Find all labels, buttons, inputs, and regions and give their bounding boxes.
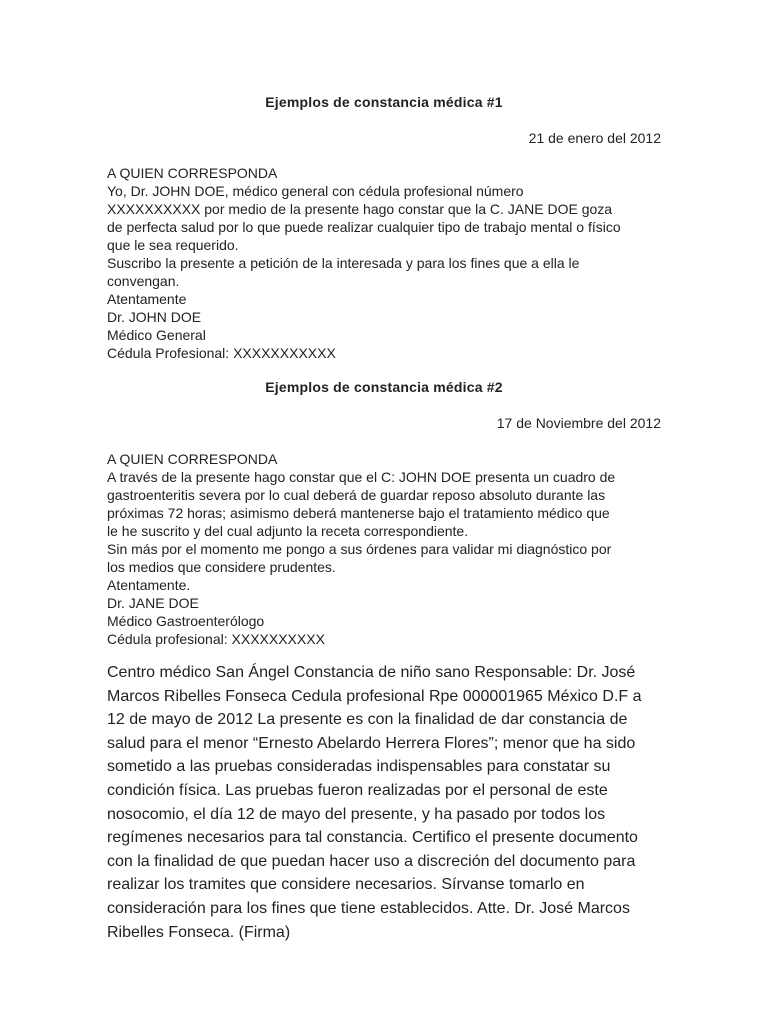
- letter1-line: XXXXXXXXXX por medio de la presente hago constar que la C. JANE DOE goza: [107, 201, 613, 217]
- letter3-line: sometido a las pruebas consideradas indispensables para constatar su: [107, 758, 611, 776]
- letter2-title: Ejemplos de constancia médica #2: [265, 379, 503, 395]
- letter3-line: condición física. Las pruebas fueron realizadas por el personal de este: [107, 781, 608, 799]
- letter1-date: 21 de enero del 2012: [528, 130, 661, 146]
- letter3-line: Centro médico San Ángel Constancia de niño sano Responsable: Dr. José: [107, 664, 636, 681]
- letter1-closing: Atentamente: [107, 291, 187, 307]
- letter2-license: Cédula profesional: XXXXXXXXXX: [107, 631, 325, 647]
- letter1-line: de perfecta salud por lo que puede realizar cualquier tipo de trabajo mental o físico: [107, 219, 621, 235]
- letter2-date: 17 de Noviembre del 2012: [496, 415, 661, 431]
- letter1-license: Cédula Profesional: XXXXXXXXXXX: [107, 345, 336, 361]
- letter2-line: A través de la presente hago constar que el C: JOHN DOE presenta un cuadro de: [107, 469, 616, 485]
- letter2-line: Sin más por el momento me pongo a sus órdenes para validar mi diagnóstico por: [107, 541, 612, 557]
- letter3-line: Ribelles Fonseca. (Firma): [107, 923, 291, 941]
- letter2-closing: Atentamente.: [107, 577, 191, 593]
- letter1-body: [107, 164, 663, 362]
- letter2-line: le he suscrito y del cual adjunto la receta correspondiente.: [107, 523, 469, 539]
- letter1-signer-name: Dr. JOHN DOE: [107, 309, 202, 325]
- letter2-salutation: A QUIEN CORRESPONDA: [107, 451, 278, 467]
- letter2-line: próximas 72 horas; asimismo deberá mantenerse bajo el tratamiento médico que: [107, 505, 610, 521]
- letter3-line: realizar los tramites que considere necesarios. Sírvanse tomarlo en: [107, 876, 585, 894]
- letter2-line: los medios que considere prudentes.: [107, 559, 336, 575]
- letter3-line: 12 de mayo de 2012 La presente es con la finalidad de dar constancia de: [107, 711, 628, 729]
- letter1-line: convengan.: [107, 273, 180, 289]
- letter3-line: consideración para los fines que tiene establecidos. Atte. Dr. José Marcos: [107, 899, 630, 917]
- letter3-line: salud para el menor “Ernesto Abelardo Herrera Flores”; menor que ha sido: [107, 734, 636, 752]
- letter1-salutation: A QUIEN CORRESPONDA: [107, 165, 278, 181]
- letter2-line: gastroenteritis severa por lo cual deberá de guardar reposo absoluto durante las: [107, 487, 606, 503]
- letter3-line: Marcos Ribelles Fonseca Cedula profesional Rpe 000001965 México D.F a: [107, 687, 642, 705]
- letter3-line: nosocomio, el día 12 de mayo del presente, y ha pasado por todos los: [107, 805, 606, 823]
- letter2-signer-name: Dr. JANE DOE: [107, 595, 199, 611]
- letter3-body: [107, 661, 663, 944]
- letter1-signer-role: Médico General: [107, 327, 206, 343]
- letter3-line: regímenes necesarios para tal constancia. Certifico el presente documento: [107, 829, 638, 847]
- letter1-line: Yo, Dr. JOHN DOE, médico general con cédula profesional número: [107, 183, 524, 199]
- letter1-title: Ejemplos de constancia médica #1: [265, 94, 503, 110]
- letter3-line: con la finalidad de que puedan hacer uso a discreción del documento para: [107, 852, 636, 870]
- letter1-line: Suscribo la presente a petición de la interesada y para los fines que a ella le: [107, 255, 580, 271]
- letter2-signer-role: Médico Gastroenterólogo: [107, 613, 265, 629]
- letter1-line: que le sea requerido.: [107, 237, 239, 253]
- letter2-body: [107, 450, 663, 648]
